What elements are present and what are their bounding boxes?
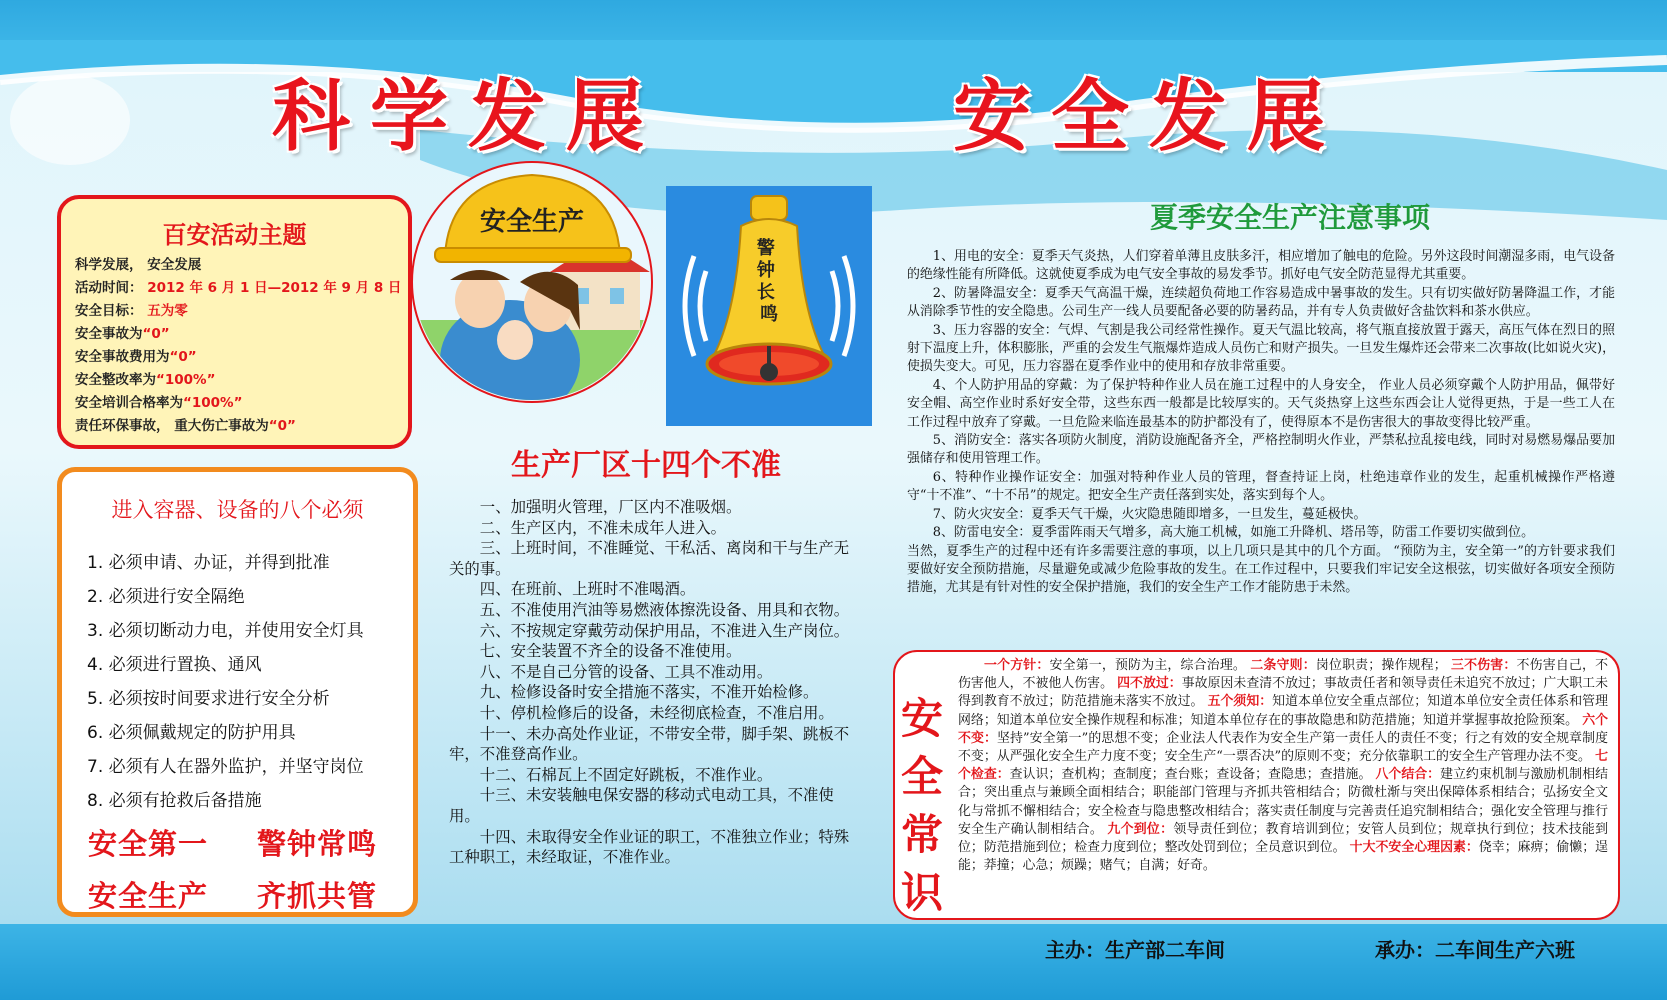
paragraph: 3、压力容器的安全：气焊、气割是我公司经常性操作。夏天气温比较高，将气瓶直接放置于露天，高压气体在烈日的照射下温度上升，体积膨胀，严重的会发生气瓶爆炸造成人员伤亡和财产损失。一旦发生爆炸还会带来二次事故(比如说火灾)，使损失变大。可见，压力容器在夏季作业中的使用和存放非常重要。	[907, 322, 1615, 375]
theme-row: 安全事故为“0”	[75, 326, 170, 342]
section-head: 一个方针：	[983, 658, 1050, 673]
section-body: 知道本单位安全重点部位；知道本单位安全责任体系和管理网络；知道本单位安全操作规程和标准；知道本单位存在的事故隐患和防范措施；知道并掌握事故抢险预案。	[958, 694, 1608, 728]
fourteen-rules-title: 生产厂区十四个不准	[511, 448, 781, 483]
bell-caption-char-4: 鸣	[760, 304, 778, 325]
list-item: 4. 必须进行置换、通风	[87, 655, 262, 675]
activity-theme-box	[57, 195, 412, 449]
section-head: 七个检查：	[958, 749, 1608, 783]
section-body: 不伤害自己，不伤害他人，不被他人伤害。	[958, 658, 1609, 692]
paragraph: 7、防火灾安全：夏季天气干燥，火灾隐患随即增多，一旦发生，蔓延极快。	[932, 506, 1367, 522]
footer-organizer: 承办：二车间生产六班	[1375, 938, 1575, 962]
theme-row: 安全整改率为“100%”	[75, 372, 216, 388]
vertical-title-char: 常	[900, 810, 943, 859]
list-item: 十一、未办高处作业证，不带安全带，脚手架、跳板不牢，不准登高作业。	[449, 724, 850, 764]
list-item: 三、上班时间，不准睡觉、干私活、离岗和干与生产无关的事。	[449, 539, 850, 578]
summer-safety-title: 夏季安全生产注意事项	[1149, 201, 1430, 234]
section-body: 侥幸；麻痹；偷懒；逞能；莽撞；心急；烦躁；赌气；自满；好奇。	[958, 840, 1609, 874]
alarm-bell-illustration	[666, 186, 872, 426]
theme-row: 安全目标： 五为零	[75, 303, 188, 319]
section-body: 查认识；查机构；查制度；查台账；查设备；查隐患；查措施。	[1009, 767, 1372, 783]
vertical-title-char: 全	[900, 752, 943, 801]
vertical-title-chars	[896, 690, 948, 922]
safety-family-illustration	[410, 160, 654, 404]
section-head: 八个结合：	[1375, 767, 1441, 783]
footer-host: 主办：生产部二车间	[1045, 938, 1225, 962]
list-item: 十二、石棉瓦上不固定好跳板，不准作业。	[479, 765, 773, 784]
paragraph: 2、防暑降温安全：夏季天气高温干燥，连续超负荷地工作容易造成中暑事故的发生。只有切实做好防暑降温工作，才能从消除季节性的安全隐患。公司生产一线人员要配备必要的防暑药品，并有专人负责做好含盐饮料和茶水供应。	[907, 285, 1615, 320]
section-head: 三不伤害：	[1451, 658, 1517, 673]
section-body: 安全第一，预防为主，综合治理。	[1049, 658, 1247, 673]
paragraph: 6、特种作业操作证安全：加强对特种作业人员的管理，督查持证上岗，杜绝违章作业的发生，起重机械操作严格遵守“十不准”、“十不吊”的规定。把安全生产责任落到实处，落实到每个人。	[907, 469, 1615, 504]
list-item: 一、加强明火管理，厂区内不准吸烟。	[479, 498, 742, 516]
paragraph: 4、个人防护用品的穿戴：为了保护特种作业人员在施工过程中的人身安全， 作业人员必须穿戴个人防护用品，佩带好安全帽、高空作业时系好安全带，这些东西一般都是比较厚实的。天气炎热穿上这些东西会让人觉得更热，于是一些工人在工作过程中放弃了穿戴。一旦危险来临连最基本的防护都没有了，使得原本不是伤害很大的事故变得比较严重。	[907, 377, 1615, 430]
section-head: 九个到位：	[1107, 821, 1174, 837]
section-body: 坚持”安全第一”的思想不变；企业法人代表作为安全生产第一责任人的责任不变；行之有效的安全规章制度不变；从严强化安全生产力度不变；安全生产“一票否决”的原则不变；充分依靠职工的安全生产管理办法不变。	[958, 730, 1608, 765]
list-item: 8. 必须有抢救后备措施	[87, 791, 262, 811]
slogan: 警钟常鸣	[257, 827, 378, 861]
list-item: 6. 必须佩戴规定的防护用具	[87, 723, 296, 743]
list-item: 十、停机检修后的设备，未经彻底检查，不准启用。	[479, 703, 834, 722]
activity-dates: 2012 年 6 月 1 日—2012 年 9 月 8 日	[147, 280, 402, 296]
section-body: 领导责任到位；教育培训到位；安管人员到位；规章执行到位；技术技能到位；防范措施到位；检查力度到位；整改处罚到位；全员意识到位。	[958, 821, 1609, 856]
safety-production-caption: 安全生产	[479, 207, 585, 237]
list-item: 九、检修设备时安全措施不落实，不准开始检修。	[479, 683, 819, 702]
banner-right-title: 安全发展	[953, 71, 1346, 162]
safety-common-sense-vertical-title	[896, 690, 948, 922]
list-item: 7. 必须有人在器外监护，并坚守岗位	[87, 757, 364, 777]
list-item: 1. 必须申请、办证，并得到批准	[87, 553, 330, 573]
section-head: 六个不变：	[958, 712, 1608, 746]
eight-musts-box	[57, 467, 418, 917]
section-body: 事故原因未查清不放过；事故责任者和领导责任未追究不放过；广大职工未得到教育不放过；防范措施未落实不放过。	[958, 676, 1608, 710]
paragraph: 8、防雷电安全：夏季雷阵雨天气增多，高大施工机械，如施工升降机、塔吊等，防雷工作要切实做到位。	[932, 525, 1534, 541]
section-head: 二条守则：	[1250, 658, 1316, 673]
theme-row: 安全培训合格率为“100%”	[75, 395, 243, 411]
list-item: 2. 必须进行安全隔绝	[87, 587, 245, 607]
list-item: 5. 必须按时间要求进行安全分析	[87, 689, 330, 709]
section-head: 四不放过：	[1117, 676, 1182, 692]
list-item: 十四、未取得安全作业证的职工，不准独立作业；特殊工种职工，未经取证，不准作业。	[449, 827, 850, 867]
list-item: 八、不是自己分管的设备、工具不准动用。	[479, 662, 773, 681]
activity-theme-title: 百安活动主题	[162, 221, 307, 249]
list-item: 3. 必须切断动力电，并使用安全灯具	[87, 621, 364, 641]
theme-row: 活动时间： 2012 年 6 月 1 日—2012 年 9 月 8 日	[75, 280, 402, 296]
list-item: 七、安全装置不齐全的设备不准使用。	[479, 642, 742, 661]
section-head: 五个须知：	[1207, 694, 1273, 710]
slogan: 安全第一	[88, 827, 209, 861]
theme-row: 安全事故费用为“0”	[75, 349, 197, 365]
bell-caption-char-1: 警	[756, 238, 775, 259]
list-item: 六、不按规定穿戴劳动保护用品，不准进入生产岗位。	[479, 621, 850, 640]
paragraph: 5、消防安全：落实各项防火制度，消防设施配备齐全，严格控制明火作业，严禁私拉乱接电线，同时对易燃易爆品要加强储存和使用管理工作。	[907, 433, 1615, 467]
list-item: 四、在班前、上班时不准喝酒。	[479, 580, 696, 599]
bell-caption-char-2: 钟	[756, 260, 775, 281]
vertical-title-char: 安	[900, 694, 943, 743]
list-item: 十三、未安装触电保安器的移动式电动工具，不准使用。	[449, 786, 834, 825]
eight-musts-title: 进入容器、设备的八个必须	[111, 498, 364, 522]
bell-caption-char-3: 长	[756, 282, 775, 303]
vertical-title-char: 识	[900, 868, 943, 917]
safety-common-sense-text	[958, 657, 1608, 875]
list-item: 五、不准使用汽油等易燃液体擦洗设备、用具和衣物。	[479, 600, 850, 619]
section-body: 建立约束机制与激励机制相结合；突出重点与兼顾全面相结合；职能部门管理与齐抓共管相结合；防微杜渐与突出保障体系相结合；弘扬安全文化与常抓不懈相结合；安全检查与隐患整改相结合；落实责任制度与完善责任追究制相结合；强化安全管理与推行安全生产确认制相结合。	[958, 767, 1608, 837]
banner-left-title: 科学发展	[272, 71, 665, 162]
theme-row: 责任环保事故， 重大伤亡事故为“0”	[75, 418, 296, 434]
slogan: 安全生产	[88, 879, 209, 913]
closing-paragraph: 当然，夏季生产的过程中还有许多需要注意的事项，以上几项只是其中的几个方面。 “预防为主，安全第一”的方针要求我们要做好安全预防措施，尽量避免或减少危险事故的发生。在工作过程中，只要我们牢记安全这根弦，切实做好各项安全预防措施，尤其是有针对性的安全保护措施，我们的安全生产工作才能防患于未然。	[907, 543, 1615, 596]
list-item: 二、生产区内，不准未成年人进入。	[479, 518, 727, 537]
section-body: 岗位职责；操作规程；	[1315, 658, 1447, 673]
paragraph: 1、用电的安全：夏季天气炎热，人们穿着单薄且皮肤多汗，相应增加了触电的危险。另外这段时间潮湿多雨，电气设备的绝缘性能有所降低。这就使夏季成为电气安全事故的易发季节。抓好电气安全防范显得尤其重要。	[907, 249, 1615, 283]
section-head: 十大不安全心理因素：	[1349, 840, 1479, 856]
slogan: 齐抓共管	[257, 879, 378, 913]
theme-row: 科学发展， 安全发展	[75, 257, 202, 273]
fourteen-rules-list	[449, 497, 859, 868]
summer-safety-text	[907, 248, 1615, 598]
